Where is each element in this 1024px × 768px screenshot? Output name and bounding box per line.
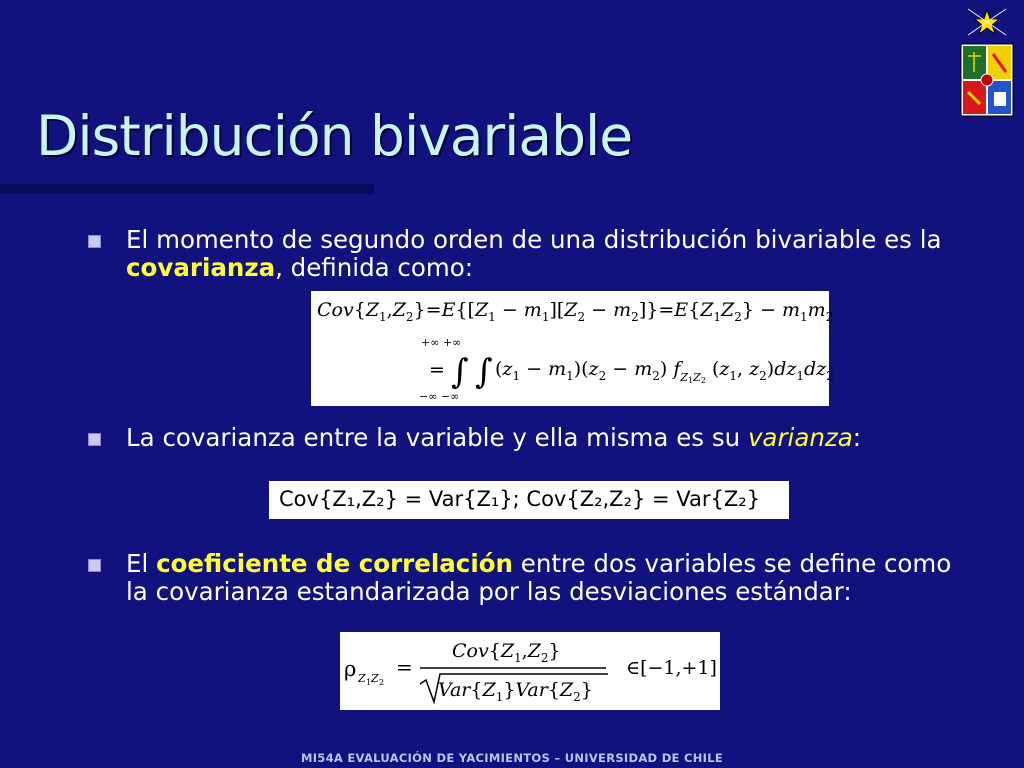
bullet-covariance xyxy=(88,226,968,282)
university-logo xyxy=(958,4,1016,116)
square-bullet-icon xyxy=(88,235,101,248)
svg-text:−∞ −∞: −∞ −∞ xyxy=(419,390,460,403)
svg-text:+∞ +∞: +∞ +∞ xyxy=(421,336,462,349)
slide-title: Distribución bivariable xyxy=(36,104,633,168)
svg-text:Var{Z1}Var{Z2}: $Var\{Z_1\}Var\{Z_2\}$ xyxy=(438,679,593,704)
svg-text:Z: Z xyxy=(371,672,379,685)
slide-footer: MI54A EVALUACIÓN DE YACIMIENTOS – UNIVERSIDAD DE CHILE xyxy=(300,751,724,765)
bullet2-post: : xyxy=(852,423,862,452)
square-bullet-icon xyxy=(88,559,101,572)
svg-text:Cov{Z1,Z2}=E{[Z1 − m1][Z2 − m2: $Cov\{Z_1,Z_2\}=E\{[Z_1 - m_1][Z_2 - m_2]\}=E\{Z_1Z_2\} - m_1m_2$ xyxy=(317,299,834,324)
bullet3-highlight: coeficiente de correlación xyxy=(156,549,513,578)
bullet-variance xyxy=(88,424,968,452)
bullet2-pre: La covarianza entre la variable y ella misma es su xyxy=(126,423,748,452)
variance-formula xyxy=(269,481,789,519)
svg-text:=: = xyxy=(396,655,413,679)
svg-text:ρ: ρ xyxy=(344,657,357,681)
bullet1-pre: El momento de segundo orden de una distribución bivariable es la xyxy=(126,225,942,254)
svg-text:∫: ∫ xyxy=(475,352,493,392)
svg-text:Z: Z xyxy=(358,672,366,685)
covariance-formula xyxy=(311,291,834,406)
bullet3-post: entre dos variables se define como la covarianza estandarizada por las desviaciones estándar: xyxy=(126,549,952,606)
svg-text:∫: ∫ xyxy=(451,352,469,392)
bullet2-highlight: varianza xyxy=(747,423,853,452)
svg-text:1: 1 xyxy=(366,678,372,687)
variance-formula-text: Cov{Z₁,Z₂} = Var{Z₁}; Cov{Z₂,Z₂} = Var{Z₂} xyxy=(279,487,761,511)
square-bullet-icon xyxy=(88,433,101,446)
bullet1-highlight: covarianza xyxy=(126,253,276,282)
svg-text:Cov{Z1,Z2}: $Cov\{Z_1,Z_2\}$ xyxy=(452,640,561,665)
svg-text:=: = xyxy=(429,359,445,381)
svg-text:2: 2 xyxy=(379,678,385,687)
title-underline-bar xyxy=(0,184,374,194)
bullet1-post: , definida como: xyxy=(275,253,473,282)
svg-text:∈[−1,+1]: ∈[−1,+1] xyxy=(626,657,717,679)
svg-text:(z1 − m1)(z2 − m2) fZ1Z2 (z1,: $(z_1 - m_1)(z_2 - m_2)$ $f_Z1Z2$ ($z_1$, $z_2)dz_1dz_2$ xyxy=(495,358,834,385)
bullet-correlation xyxy=(88,550,968,606)
bullet3-pre: El xyxy=(126,549,157,578)
correlation-formula xyxy=(340,632,720,710)
